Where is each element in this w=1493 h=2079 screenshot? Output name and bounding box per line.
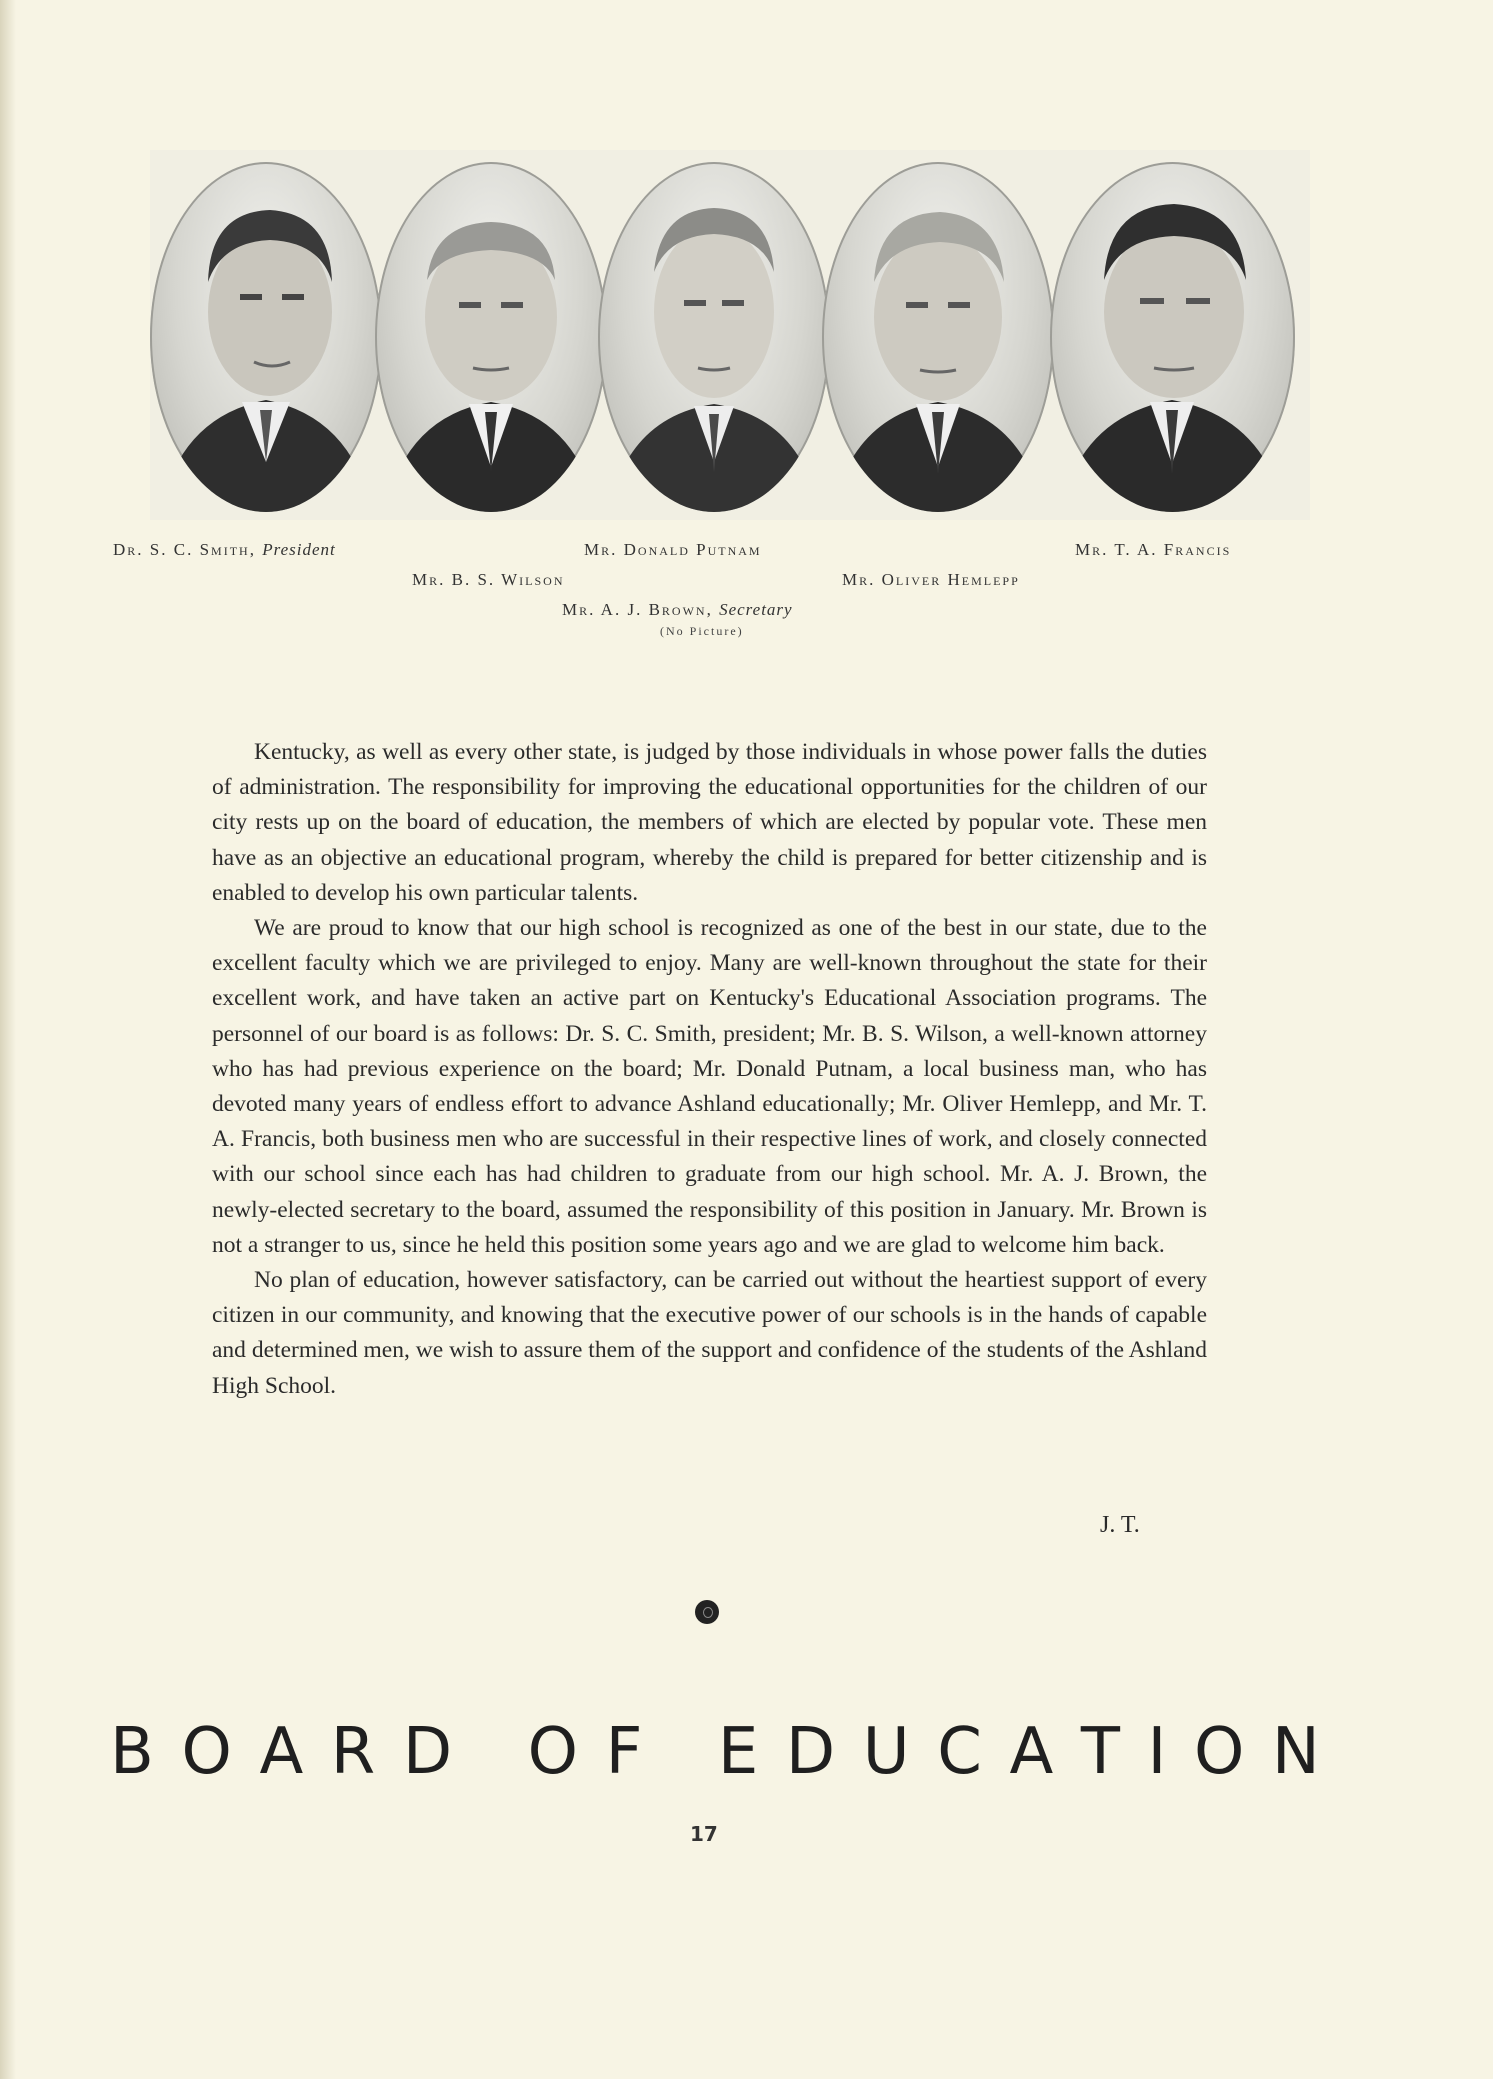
caption-wilson: Mr. B. S. Wilson — [412, 570, 565, 589]
headline-letter: A — [259, 1715, 304, 1789]
portrait-putnam-image — [598, 162, 830, 512]
portrait-wilson-image — [375, 162, 607, 512]
caption-hemlepp: Mr. Oliver Hemlepp — [842, 570, 1020, 589]
headline-letter: O — [1193, 1715, 1245, 1789]
headline-letter: D — [785, 1715, 836, 1789]
portrait-putnam — [598, 162, 830, 512]
paragraph-2: We are proud to know that our high school is recognized as one of the best in our state, due to the excellent faculty which we are privileged to enjoy. Many are well-known throughout the state for their excellent work, and have taken an active part on Kentucky's Educational Association programs. The personnel of our board is as follows: Dr. S. C. Smith, president; Mr. B. S. Wilson, a well-known attorney who has had previous experience on the board; Mr. Donald Putnam, a local business man, who has devoted many years of endless effort to advance Ashland educationally; Mr. Oliver Hemlepp, and Mr. T. A. Francis, both business men who are successful in their respective lines of work, and closely connected with our school since each has had children to graduate from our high school. Mr. A. J. Brown, the newly-elected secretary to the board, assumed the responsibility of this position in January. Mr. Brown is not a stranger to us, since he held this position some years ago and we are glad to welcome him back. — [212, 915, 1207, 1258]
headline-letter: E — [717, 1715, 759, 1789]
portrait-smith-image — [150, 162, 382, 512]
page-number: 17 — [690, 1822, 718, 1846]
headline-letter: A — [1009, 1715, 1054, 1789]
caption-putnam: Mr. Donald Putnam — [584, 540, 762, 559]
caption-smith — [113, 540, 336, 560]
caption-smith-title: President — [262, 540, 336, 559]
caption-brown-name: Mr. A. J. Brown, — [562, 600, 713, 619]
headline-letter — [670, 1715, 690, 1789]
headline-letter: O — [527, 1715, 578, 1789]
portrait-hemlepp — [822, 162, 1054, 512]
portrait-wilson — [375, 162, 607, 512]
page-headline — [110, 1715, 1320, 1789]
headline-letter: F — [605, 1715, 643, 1789]
headline-letter: O — [181, 1715, 232, 1789]
caption-brown-note: (No Picture) — [660, 624, 744, 638]
caption-francis: Mr. T. A. Francis — [1075, 540, 1232, 559]
headline-letter: B — [110, 1715, 154, 1789]
article-body — [212, 735, 1207, 1404]
headline-letter: T — [1080, 1715, 1120, 1789]
portrait-smith — [150, 162, 382, 512]
headline-letter: C — [937, 1715, 982, 1789]
page-edge — [0, 0, 16, 2079]
caption-brown — [562, 600, 793, 620]
headline-letter: I — [1147, 1715, 1167, 1789]
portrait-strip — [150, 150, 1310, 520]
paragraph-1: Kentucky, as well as every other state, is judged by those individuals in whose power falls the duties of administration. The responsibility for improving the educational opportunities for the children of our city rests up on the board of education, the members of which are elected by popular vote. These men have as an objective an educational program, whereby the child is prepared for better citizenship and is enabled to develop his own particular talents. — [212, 739, 1207, 906]
portrait-francis-image — [1050, 162, 1295, 512]
signature-initials: J. T. — [1100, 1512, 1140, 1538]
paragraph-3: No plan of education, however satisfactory, can be carried out without the heartiest support of every citizen in our community, and knowing that the executive power of our schools is in the hands of capable and determined men, we wish to assure them of the support and confidence of the students of the Ashland High School. — [212, 1267, 1207, 1399]
caption-smith-name: Dr. S. C. Smith, — [113, 540, 256, 559]
caption-brown-title: Secretary — [719, 600, 793, 619]
ornament-emblem — [695, 1600, 719, 1624]
headline-letter: R — [330, 1715, 376, 1789]
headline-letter — [480, 1715, 500, 1789]
headline-letter: D — [402, 1715, 453, 1789]
portrait-hemlepp-image — [822, 162, 1054, 512]
headline-letter: U — [862, 1715, 910, 1789]
headline-letter: N — [1271, 1715, 1320, 1789]
portrait-francis — [1050, 162, 1295, 512]
